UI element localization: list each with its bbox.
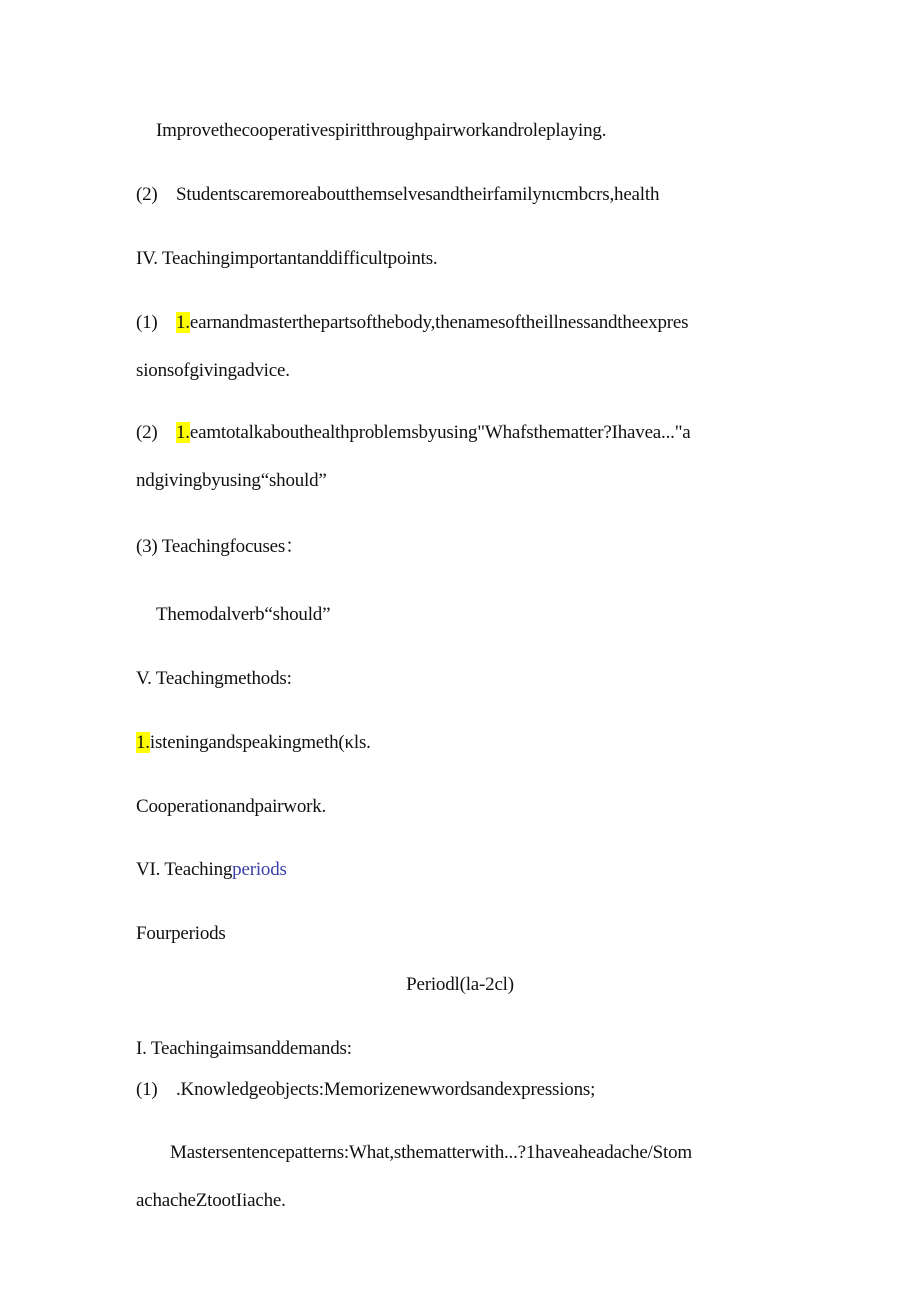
- line-text: earnandmasterthepartsofthebody,thenamesoftheillnessandtheexpres: [189, 312, 689, 333]
- item-number: (1): [136, 1079, 158, 1100]
- section-heading: [136, 1037, 352, 1061]
- numbered-item: [136, 183, 659, 207]
- heading-text: VI. Teaching: [136, 859, 233, 880]
- list-item: [136, 795, 326, 819]
- highlighted-text: 1.: [136, 732, 150, 753]
- line-text: .Knowledgeobjects:Memorizenewwordsandexpressions;: [176, 1079, 596, 1100]
- paragraph-line: [156, 119, 606, 143]
- item-number: (1): [136, 312, 158, 333]
- paragraph-line: [170, 1141, 692, 1165]
- highlighted-text: 1.: [176, 312, 190, 333]
- line-text: achacheZtootIiache.: [136, 1190, 286, 1211]
- title-text: Periodl(la-2cl): [406, 974, 514, 995]
- heading-text: I. Teachingaimsanddemands:: [136, 1038, 352, 1059]
- paragraph-line: [136, 359, 290, 383]
- line-text: sionsofgivingadvice.: [136, 360, 290, 381]
- numbered-item: [136, 1078, 595, 1102]
- period-title: [0, 973, 920, 997]
- item-number: (2): [136, 184, 158, 205]
- line-text: Studentscaremoreaboutthemselvesandtheirfamilynιcmbcrs,health: [176, 184, 660, 205]
- subheading-text: (3) Teachingfocuses：: [136, 536, 304, 557]
- heading-text: V. Teachingmethods:: [136, 668, 292, 689]
- periods-link[interactable]: periods: [232, 859, 287, 880]
- heading-text: IV. Teachingimportantanddifficultpoints.: [136, 248, 438, 269]
- paragraph-line: [136, 1189, 286, 1213]
- subheading: [136, 535, 304, 559]
- numbered-item: [136, 421, 690, 445]
- paragraph-line: [136, 922, 226, 946]
- line-text: Fourperiods: [136, 923, 226, 944]
- line-text: ndgivingbyusing“should”: [136, 470, 327, 491]
- section-heading: [136, 247, 437, 271]
- section-heading: [136, 858, 287, 882]
- line-text: Cooperationandpairwork.: [136, 796, 327, 817]
- line-text: Themodalverb“should”: [156, 604, 331, 625]
- numbered-item: [136, 311, 688, 335]
- item-number: (2): [136, 422, 158, 443]
- highlighted-text: 1.: [176, 422, 190, 443]
- line-text: Improvethecooperativespiritthroughpairworkandroleplaying.: [156, 120, 607, 141]
- line-text: isteningandspeakingmeth(κls.: [149, 732, 371, 753]
- line-text: eamtotalkabouthealthproblemsbyusing"Whafsthematter?Ihavea..."a: [189, 422, 691, 443]
- paragraph-line: [156, 603, 330, 627]
- paragraph-line: [136, 469, 327, 493]
- list-item: [136, 731, 371, 755]
- section-heading: [136, 667, 292, 691]
- line-text: Mastersentencepatterns:What,sthematterwith...?1haveaheadache/Stom: [170, 1142, 692, 1163]
